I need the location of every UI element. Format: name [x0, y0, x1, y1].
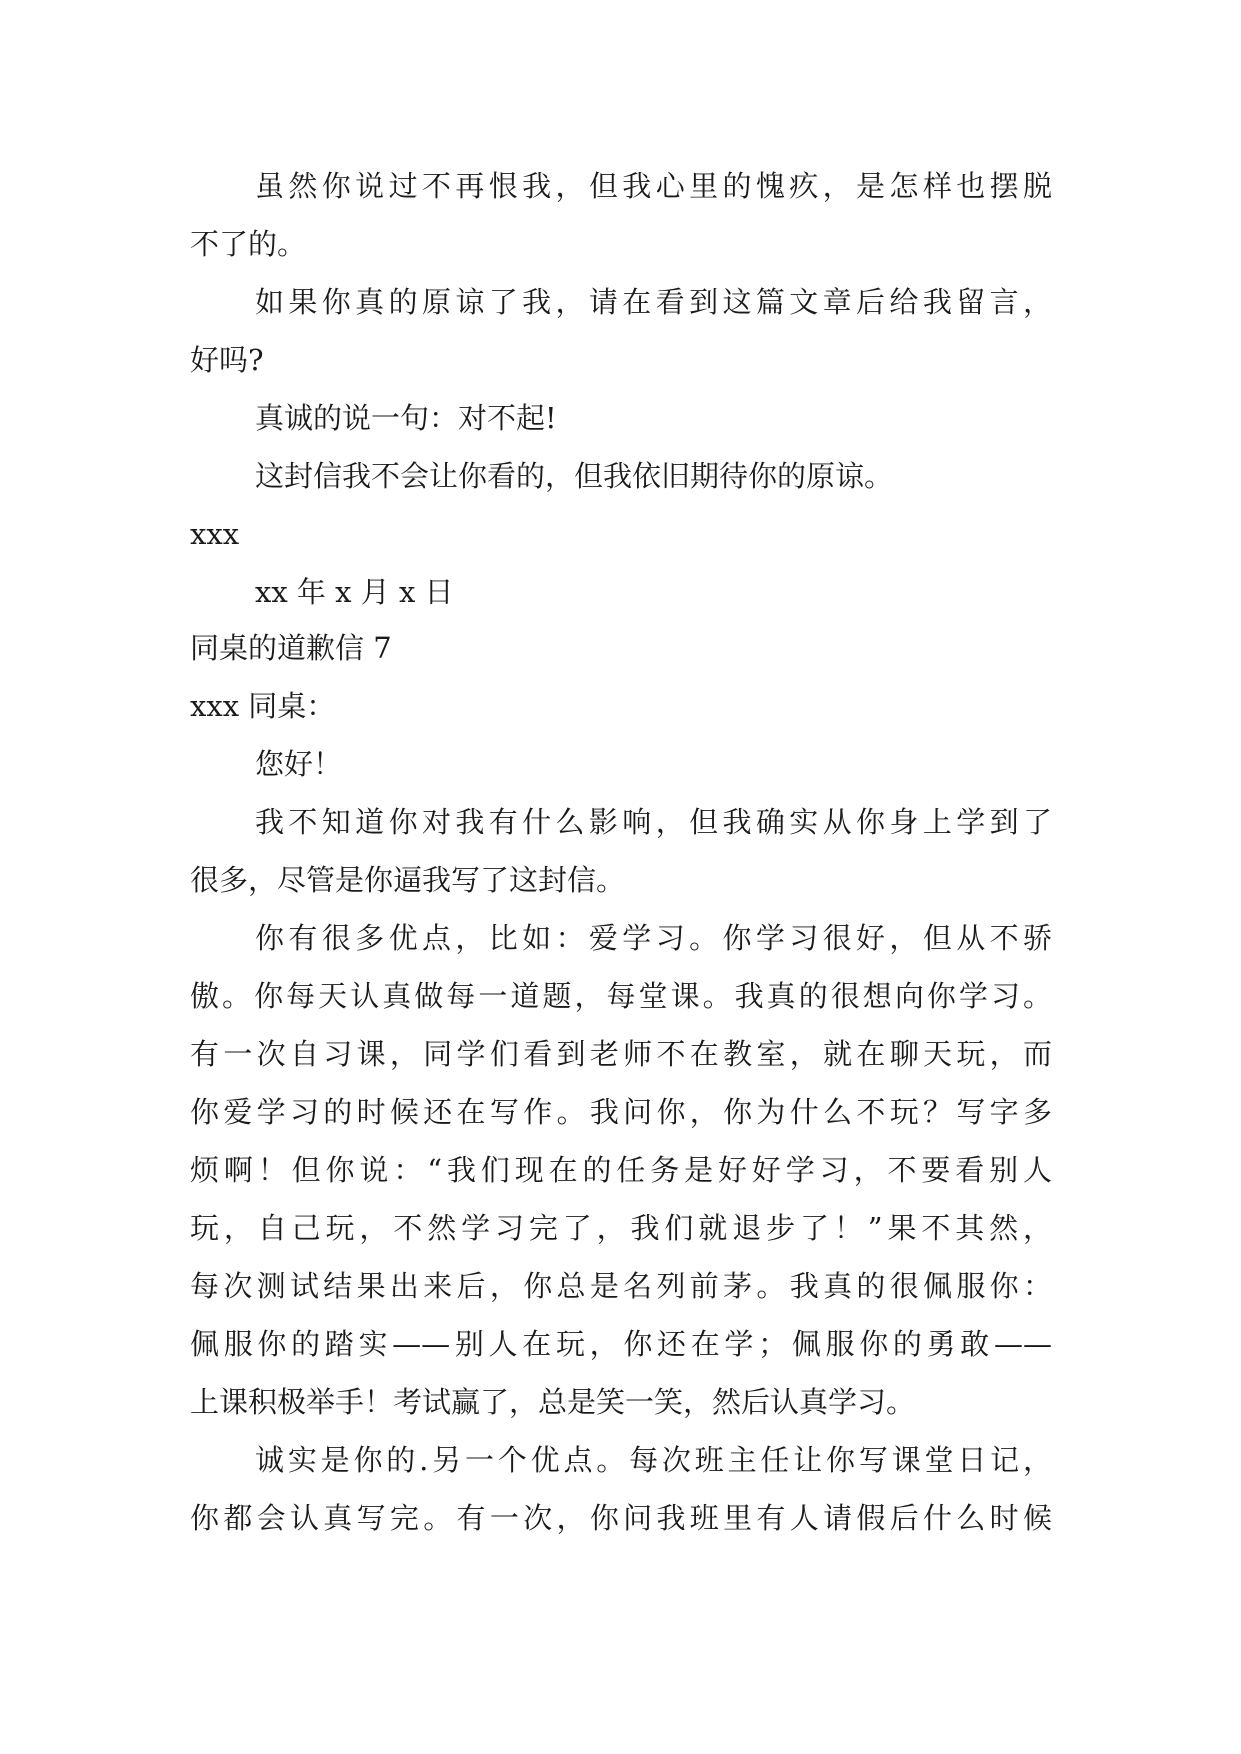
paragraph-line: 好吗?: [190, 343, 264, 377]
paragraph-line: 上课积极举手！考试赢了，总是笑一笑，然后认真学习。: [190, 1385, 916, 1419]
signature-line: xxx: [190, 517, 240, 551]
paragraph-line: 虽然你说过不再恨我，但我心里的愧疚，是怎样也摆脱: [255, 169, 1052, 203]
paragraph-line: 烦啊！但你说：“我们现在的任务是好好学习，不要看别人: [190, 1153, 1052, 1187]
paragraph-line: 每次测试结果出来后，你总是名列前茅。我真的很佩服你：: [190, 1269, 1052, 1303]
paragraph-line: 玩，自己玩，不然学习完了，我们就退步了！”果不其然，: [190, 1211, 1052, 1245]
paragraph-line: 有一次自习课，同学们看到老师不在教室，就在聊天玩，而: [190, 1037, 1052, 1071]
paragraph-line: 诚实是你的.另一个优点。每次班主任让你写课堂日记，: [255, 1443, 1052, 1477]
paragraph-line: 你有很多优点，比如：爱学习。你学习很好，但从不骄: [255, 921, 1052, 955]
paragraph-line: 你爱学习的时候还在写作。我问你，你为什么不玩？写字多: [190, 1095, 1052, 1129]
paragraph-line: 这封信我不会让你看的，但我依旧期待你的原谅。: [255, 459, 894, 493]
letter-title: 同桌的道歉信 7: [190, 631, 392, 665]
paragraph-line: 如果你真的原谅了我，请在看到这篇文章后给我留言，: [255, 285, 1052, 319]
paragraph-line: 真诚的说一句：对不起!: [255, 401, 557, 435]
paragraph-line: 佩服你的踏实——别人在玩，你还在学；佩服你的勇敢——: [190, 1327, 1052, 1361]
salutation: xxx 同桌：: [190, 689, 336, 723]
paragraph-line: 很多，尽管是你逼我写了这封信。: [190, 863, 626, 897]
date-line: xx 年 x 月 x 日: [255, 575, 454, 609]
greeting: 您好！: [255, 747, 343, 781]
paragraph-line: 不了的。: [190, 227, 307, 261]
paragraph-line: 我不知道你对我有什么影响，但我确实从你身上学到了: [255, 805, 1052, 839]
paragraph-line: 傲。你每天认真做每一道题，每堂课。我真的很想向你学习。: [190, 979, 1052, 1013]
paragraph-line: 你都会认真写完。有一次，你问我班里有人请假后什么时候: [190, 1501, 1052, 1535]
